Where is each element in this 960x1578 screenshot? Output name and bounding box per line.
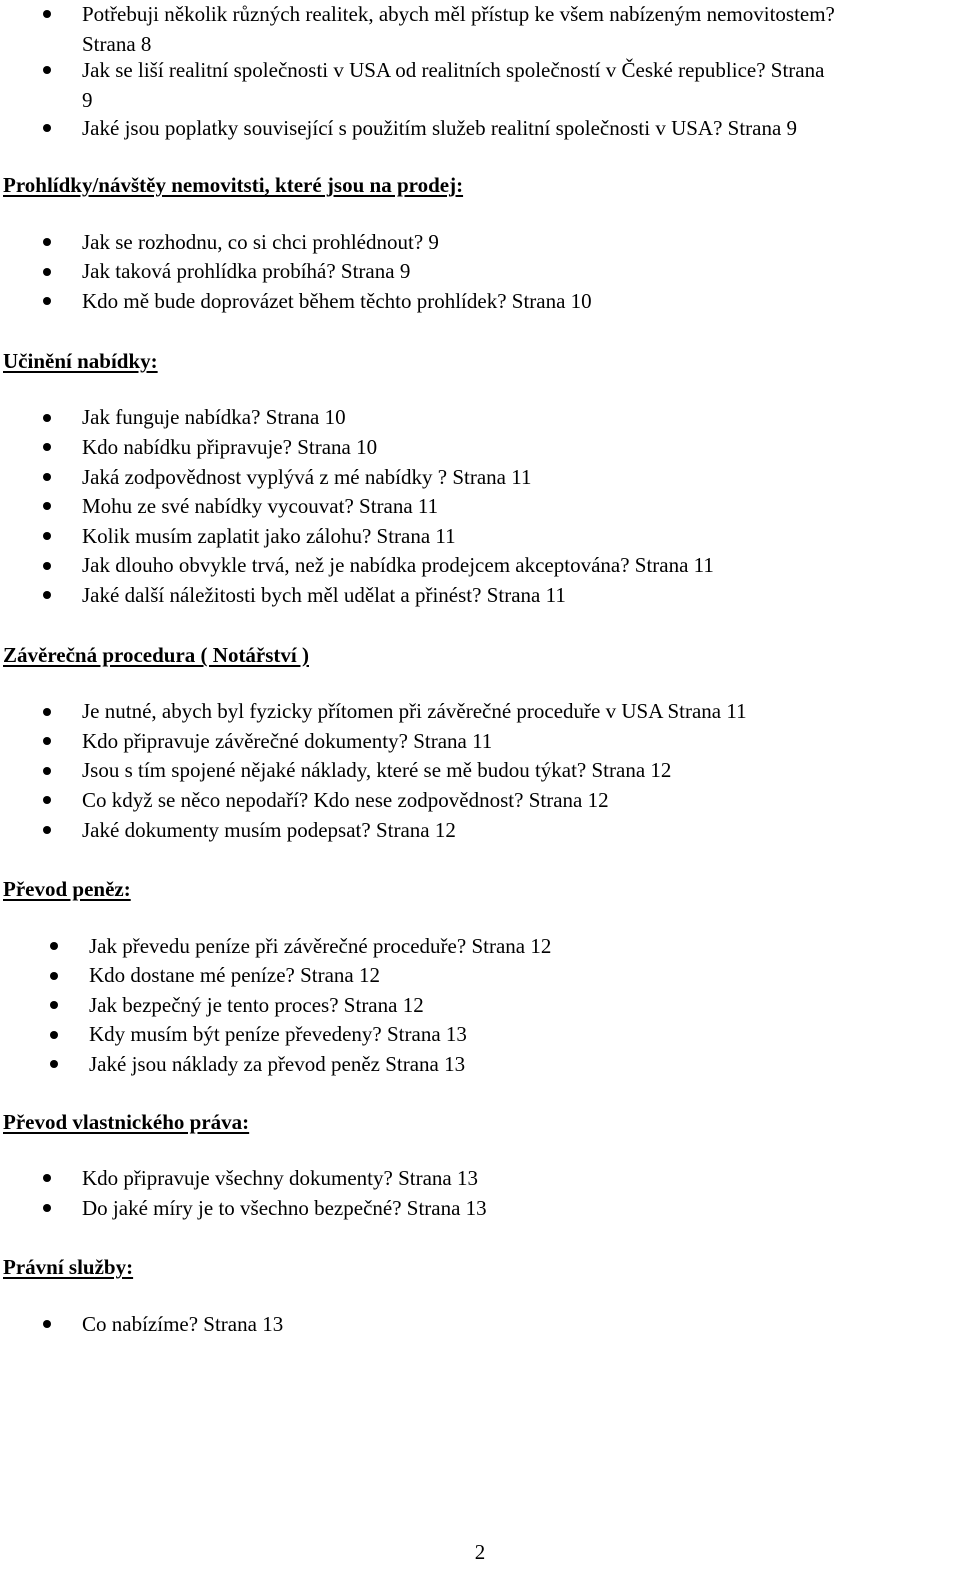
bullet-icon [43, 443, 51, 451]
bullet-icon [43, 1320, 51, 1328]
bullet-icon [50, 1031, 58, 1039]
bullet-icon [43, 238, 51, 246]
list-item: Kdo mě bude doprovázet během těchto prohlídek? Strana 10 [82, 289, 592, 313]
section-heading: Převod vlastnického práva: [3, 1110, 250, 1134]
bullet-icon [43, 297, 51, 305]
list-item: Jak taková prohlídka probíhá? Strana 9 [82, 259, 411, 283]
list-item: Jaké dokumenty musím podepsat? Strana 12 [82, 818, 456, 842]
bullet-icon [43, 591, 51, 599]
bullet-icon [43, 737, 51, 745]
list-item: Jak dlouho obvykle trvá, než je nabídka prodejcem akceptována? Strana 11 [82, 553, 714, 577]
list-item-line: Potřebuji několik různých realitek, abych měl přístup ke všem nabízeným nemovitostem? [82, 2, 835, 26]
bullet-icon [43, 414, 51, 422]
list-item [82, 56, 942, 115]
list-item: Jak bezpečný je tento proces? Strana 12 [89, 993, 424, 1017]
page-number: 2 [474, 1540, 486, 1564]
section-heading: Učinění nabídky: [3, 349, 158, 373]
bullet-icon [50, 1060, 58, 1068]
list-item-line: Strana 8 [82, 31, 152, 56]
list-item: Jsou s tím spojené nějaké náklady, které se mě budou týkat? Strana 12 [82, 758, 672, 782]
bullet-icon [50, 972, 58, 980]
list-item-line: 9 [82, 87, 93, 112]
bullet-icon [43, 767, 51, 775]
list-item: Je nutné, abych byl fyzicky přítomen při závěrečné proceduře v USA Strana 11 [82, 699, 747, 723]
bullet-icon [43, 473, 51, 481]
bullet-icon [43, 268, 51, 276]
bullet-icon [43, 66, 51, 74]
section-heading: Právní služby: [3, 1255, 134, 1279]
bullet-icon [43, 562, 51, 570]
bullet-icon [43, 708, 51, 716]
bullet-icon [43, 1174, 51, 1182]
list-item: Jaká zodpovědnost vyplývá z mé nabídky ? Strana 11 [82, 465, 532, 489]
bullet-icon [43, 124, 51, 132]
list-item: Co když se něco nepodaří? Kdo nese zodpovědnost? Strana 12 [82, 788, 609, 812]
list-item: Kdo připravuje všechny dokumenty? Strana 13 [82, 1166, 478, 1190]
list-item: Kdo nabídku připravuje? Strana 10 [82, 435, 378, 459]
list-item: Kdo připravuje závěrečné dokumenty? Strana 11 [82, 729, 493, 753]
list-item: Jak se rozhodnu, co si chci prohlédnout? 9 [82, 230, 439, 254]
bullet-icon [43, 1204, 51, 1212]
list-item: Jaké další náležitosti bych měl udělat a přinést? Strana 11 [82, 583, 566, 607]
section-heading: Závěrečná procedura ( Notářství ) [3, 643, 309, 667]
list-item: Kdo dostane mé peníze? Strana 12 [89, 963, 380, 987]
bullet-icon [43, 532, 51, 540]
list-item [82, 0, 942, 59]
section-heading: Prohlídky/návštěy nemovitsti, které jsou na prodej: [3, 173, 464, 197]
section-heading: Převod peněz: [3, 877, 131, 901]
bullet-icon [50, 942, 58, 950]
list-item: Mohu ze své nabídky vycouvat? Strana 11 [82, 494, 439, 518]
list-item: Jaké jsou poplatky související s použitím služeb realitní společnosti v USA? Strana 9 [82, 116, 798, 140]
list-item-line: Jak se liší realitní společnosti v USA od realitních společností v České republice? Strana [82, 58, 825, 82]
bullet-icon [43, 796, 51, 804]
list-item: Jak převedu peníze při závěrečné proceduře? Strana 12 [89, 934, 552, 958]
bullet-icon [43, 502, 51, 510]
list-item: Do jaké míry je to všechno bezpečné? Strana 13 [82, 1196, 487, 1220]
bullet-icon [43, 826, 51, 834]
bullet-icon [43, 10, 51, 18]
list-item: Kolik musím zaplatit jako zálohu? Strana 11 [82, 524, 456, 548]
list-item: Jaké jsou náklady za převod peněz Strana 13 [89, 1052, 466, 1076]
list-item: Jak funguje nabídka? Strana 10 [82, 405, 346, 429]
list-item: Kdy musím být peníze převedeny? Strana 13 [89, 1022, 467, 1046]
list-item: Co nabízíme? Strana 13 [82, 1312, 284, 1336]
bullet-icon [50, 1001, 58, 1009]
